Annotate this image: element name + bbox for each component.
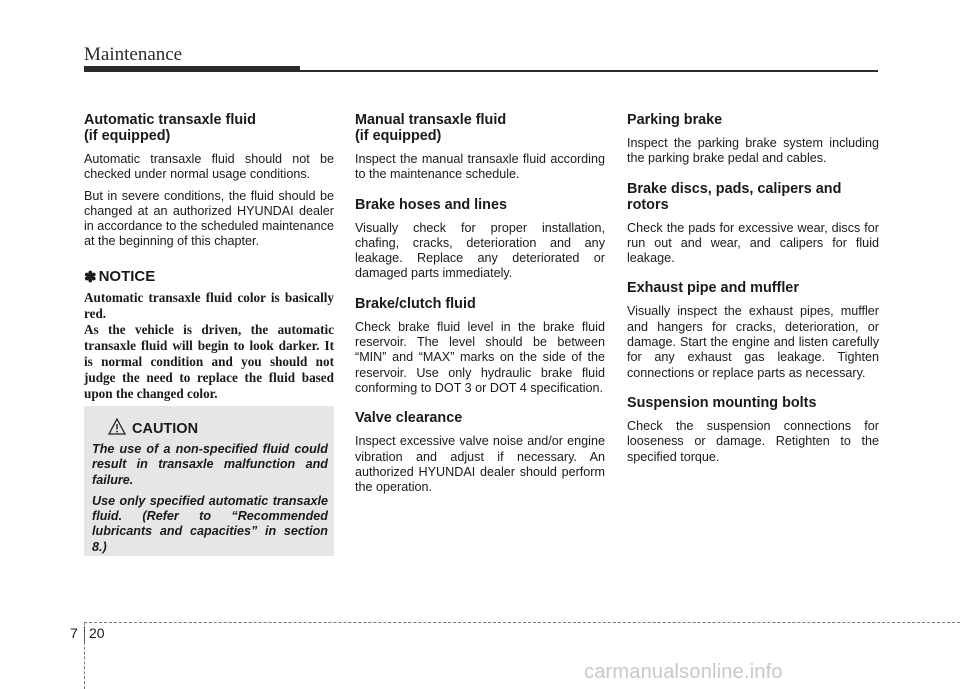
manual-transaxle-text: Inspect the manual transaxle fluid according to the maintenance schedule. — [355, 152, 605, 182]
notice-symbol-icon: ✽ — [84, 268, 97, 286]
header-rule-thick — [84, 66, 300, 72]
manual-transaxle-heading-line2: (if equipped) — [355, 128, 442, 144]
column-right — [627, 112, 879, 471]
brake-discs-text: Check the pads for excessive wear, discs for run out and wear, and calipers for fluid leakage. — [627, 220, 879, 266]
column-middle — [355, 112, 605, 501]
warning-triangle-icon — [108, 418, 126, 440]
footer-rule — [84, 622, 960, 623]
notice-line2: As the vehicle is driven, the automatic transaxle fluid will begin to look darker. It is normal condition and you should not judge the need to replace the fluid based upon the changed color. — [84, 321, 334, 401]
header-rule-thin — [300, 70, 878, 72]
brake-hoses-text: Visually check for proper installation, chafing, cracks, deterioration and any leakage. Replace any deteriorated or damaged parts immediately. — [355, 220, 605, 281]
page-number-separator — [84, 626, 85, 642]
exhaust-text: Visually inspect the exhaust pipes, muffler and hangers for cracks, deterioration, or damage. Start the engine and listen carefully for any exhaust gas leakage. Tighten connections or replace parts as necessary. — [627, 304, 879, 380]
manual-transaxle-heading-line1: Manual transaxle fluid — [355, 112, 507, 128]
watermark: carmanualsonline.info — [584, 661, 783, 683]
brake-clutch-fluid-text: Check brake fluid level in the brake fluid reservoir. The level should be between “MIN” and “MAX” marks on the side of the reservoir. Use only hydraulic brake fluid conforming to DOT 3 or DOT 4 specification. — [355, 319, 605, 395]
automatic-transaxle-para2: But in severe conditions, the fluid should be changed at an authorized HYUNDAI dealer in accordance to the scheduled maintenance at the beginning of this chapter. — [84, 188, 334, 249]
chapter-number: 7 — [70, 625, 78, 641]
exhaust-heading: Exhaust pipe and muffler — [627, 280, 799, 297]
suspension-heading: Suspension mounting bolts — [627, 394, 817, 411]
page-number: 20 — [89, 625, 105, 641]
parking-brake-heading: Parking brake — [627, 112, 723, 128]
suspension-text: Check the suspension connections for looseness or damage. Retighten to the specified torque. — [627, 418, 879, 464]
brake-clutch-fluid-heading: Brake/clutch fluid — [355, 295, 476, 312]
brake-discs-heading: Brake discs, pads, calipers and rotors — [627, 180, 842, 213]
automatic-transaxle-para1: Automatic transaxle fluid should not be checked under normal usage conditions. — [84, 152, 334, 182]
page-section-title: Maintenance — [84, 44, 183, 65]
notice-line1: Automatic transaxle fluid color is basically red. — [84, 289, 334, 321]
caution-box — [84, 406, 334, 556]
automatic-transaxle-heading-line1: Automatic transaxle fluid — [84, 112, 256, 128]
caution-heading — [108, 416, 328, 442]
valve-clearance-heading: Valve clearance — [355, 410, 463, 427]
valve-clearance-text: Inspect excessive valve noise and/or engine vibration and adjust if necessary. An authorized HYUNDAI dealer should perform the operation. — [355, 434, 605, 495]
brake-hoses-heading: Brake hoses and lines — [355, 196, 507, 213]
caution-text1: The use of a non-specified fluid could result in transaxle malfunction and failure. — [92, 442, 328, 487]
notice-title: NOTICE — [98, 268, 156, 286]
caution-title: CAUTION — [132, 421, 199, 437]
caution-text2: Use only specified automatic transaxle fluid. (Refer to “Recommended lubricants and capacities” in section 8.) — [92, 493, 328, 554]
automatic-transaxle-heading-line2: (if equipped) — [84, 128, 171, 144]
automatic-transaxle-heading — [84, 112, 334, 144]
column-left — [84, 112, 334, 402]
manual-transaxle-heading — [355, 112, 605, 144]
notice-text — [84, 290, 334, 402]
notice-heading — [84, 268, 334, 286]
parking-brake-text: Inspect the parking brake system including the parking brake pedal and cables. — [627, 136, 879, 166]
